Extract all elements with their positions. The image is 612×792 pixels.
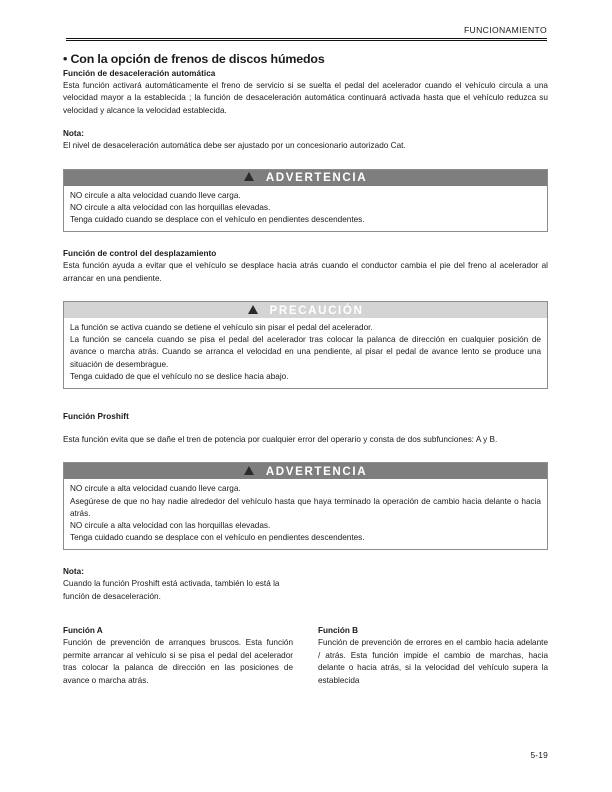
alert-title: ADVERTENCIA [265, 464, 368, 478]
alert-line: Asegúrese de que no hay nadie alrededor del vehículo hasta que haya terminado la operación de cambio hacia delante o hacia atrás. [70, 496, 541, 518]
warning-triangle-icon [248, 305, 258, 314]
alert-line: Tenga cuidado de que el vehículo no se deslice hacia abajo. [70, 371, 289, 381]
function-columns [63, 625, 548, 687]
warning-triangle-icon [244, 172, 254, 181]
alert-body [64, 186, 547, 232]
note-text-2: Cuando la función Proshift está activada, también lo está la función de desaceleración. [63, 579, 280, 601]
function-a-title: Función A [63, 626, 103, 636]
alert-header [64, 463, 547, 479]
function-a-text: Función de prevención de arranques bruscos. Esta función permite arrancar al vehículo si se pisa el pedal del acelerador tras colocar la palanca de dirección en las posiciones de avance o marcha atrás. [63, 638, 293, 685]
header-divider [66, 38, 547, 41]
function-a-block [63, 625, 293, 687]
function-b-title: Función B [318, 626, 359, 636]
paragraph-displacement-control: Esta función ayuda a evitar que el vehículo se desplace hacia atrás cuando el conductor cambia el pie del freno al acelerador al arrancar en una pendiente. [63, 261, 548, 283]
alert-line: La función se activa cuando se detiene el vehículo sin pisar el pedal del acelerador. [70, 323, 373, 333]
alert-line: Tenga cuidado cuando se desplace con el vehículo en pendientes descendentes. [70, 215, 365, 225]
alert-body [64, 318, 547, 388]
note-text-1: El nivel de desaceleración automática debe ser ajustado por un concesionario autorizado Cat. [63, 141, 406, 151]
page-header [66, 24, 547, 41]
alert-body [64, 479, 547, 549]
alert-line: NO circule a alta velocidad cuando lleve carga. [70, 484, 241, 494]
alert-line: NO circule a alta velocidad con las horquillas elevadas. [70, 521, 271, 531]
heading-deceleration: Función de desaceleración automática [63, 69, 216, 78]
alert-header [64, 302, 547, 318]
alert-line: Tenga cuidado cuando se desplace con el vehículo en pendientes descendentes. [70, 533, 365, 543]
alert-header [64, 170, 547, 186]
paragraph-deceleration: Esta función activará automáticamente el freno de servicio si se suelta el pedal del acelerador cuando el vehículo circula a una velocidad mayor a la establecida ; la función de desaceleración automática continuará activada hasta que el vehículo reduzca su velocidad y alcance la velocidad establecida. [63, 81, 548, 115]
page-content [63, 52, 548, 687]
heading-proshift: Función Proshift [63, 412, 129, 422]
alert-box-precaucion-1 [63, 301, 548, 389]
note-label-1: Nota: [63, 129, 84, 139]
alert-line: NO circule a alta velocidad con las horquillas elevadas. [70, 202, 271, 212]
alert-title: ADVERTENCIA [265, 171, 368, 185]
function-b-block [318, 625, 548, 687]
function-b-text: Función de prevención de errores en el cambio hacia adelante / atrás. Esta función impide el cambio de marchas, hacia delante o hacia atrás, si la velocidad del vehículo supera la establecida [318, 638, 548, 685]
heading-displacement-control: Función de control del desplazamiento [63, 249, 217, 259]
note-label-2: Nota: [63, 567, 84, 577]
page-title: • Con la opción de frenos de discos húmedos [63, 52, 325, 66]
page-number: 5-19 [530, 750, 548, 760]
alert-box-advertencia-1 [63, 169, 548, 233]
alert-line: La función se cancela cuando se pisa el pedal del acelerador tras colocar la palanca de dirección en cualquier posición de avance o marcha atrás. Cuando se arranca el velocidad en una pendiente, al pisar el pedal de avance lento se produce una situación de desembrague. [70, 335, 541, 369]
paragraph-proshift: Esta función evita que se dañe el tren de potencia por cualquier error del operario y consta de dos subfunciones: A y B. [63, 435, 498, 445]
header-title: FUNCIONAMIENTO [463, 25, 547, 35]
alert-box-advertencia-2 [63, 462, 548, 550]
alert-title: PRECAUCIÓN [269, 303, 364, 317]
alert-line: NO circule a alta velocidad cuando lleve carga. [70, 190, 241, 200]
warning-triangle-icon [244, 466, 254, 475]
